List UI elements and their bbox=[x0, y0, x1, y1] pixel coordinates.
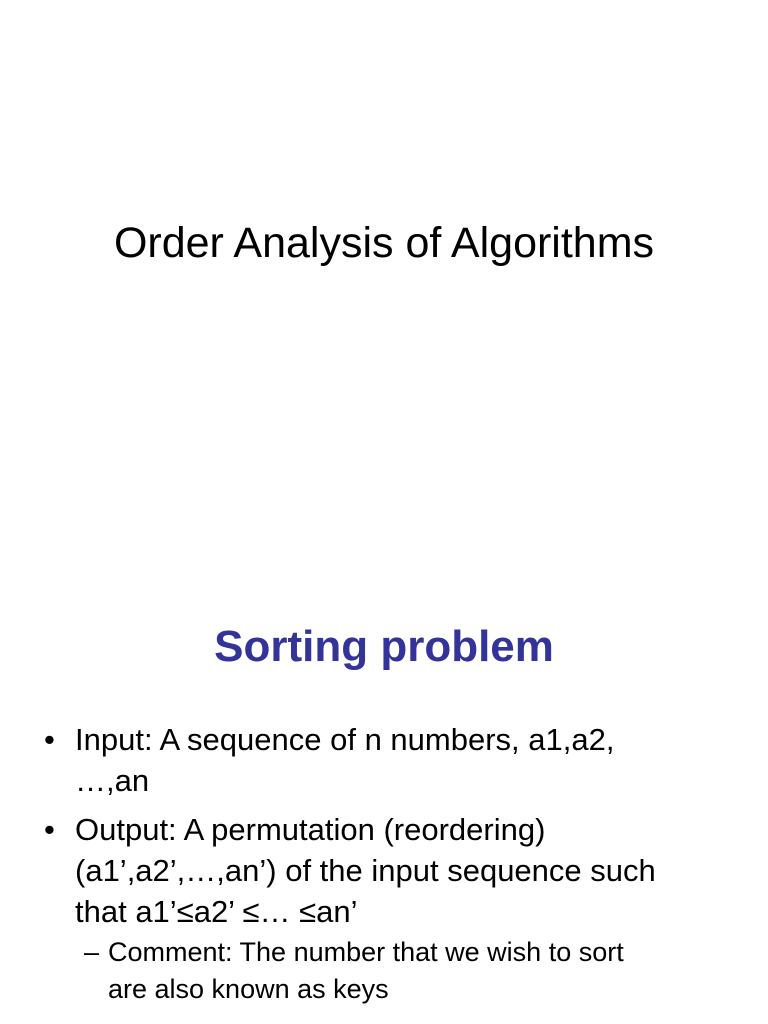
bullet-marker: • bbox=[44, 722, 55, 757]
sub-bullet-comment bbox=[75, 934, 744, 1008]
sub-bullet-text-line: Comment: The number that we wish to sort bbox=[108, 937, 624, 967]
bullet-item-input bbox=[44, 719, 744, 801]
bullet-list bbox=[44, 719, 744, 1016]
sub-bullet-text-line: are also known as keys bbox=[108, 974, 389, 1004]
bullet-text-line: that a1’≤a2’ ≤… ≤an’ bbox=[75, 894, 358, 929]
slide-title: Order Analysis of Algorithms bbox=[113, 219, 655, 267]
sub-bullet-marker: – bbox=[84, 937, 100, 967]
slide-heading: Sorting problem bbox=[214, 622, 554, 671]
bullet-text-line: Output: A permutation (reordering) bbox=[75, 812, 546, 847]
bullet-text-line: Input: A sequence of n numbers, a1,a2, bbox=[75, 722, 615, 757]
bullet-text-line: (a1’,a2’,…,an’) of the input sequence such bbox=[75, 853, 656, 888]
bullet-text-line: …,an bbox=[75, 763, 150, 798]
bullet-marker: • bbox=[44, 812, 55, 847]
bullet-item-output bbox=[44, 809, 744, 1008]
content-slide bbox=[0, 512, 768, 1024]
